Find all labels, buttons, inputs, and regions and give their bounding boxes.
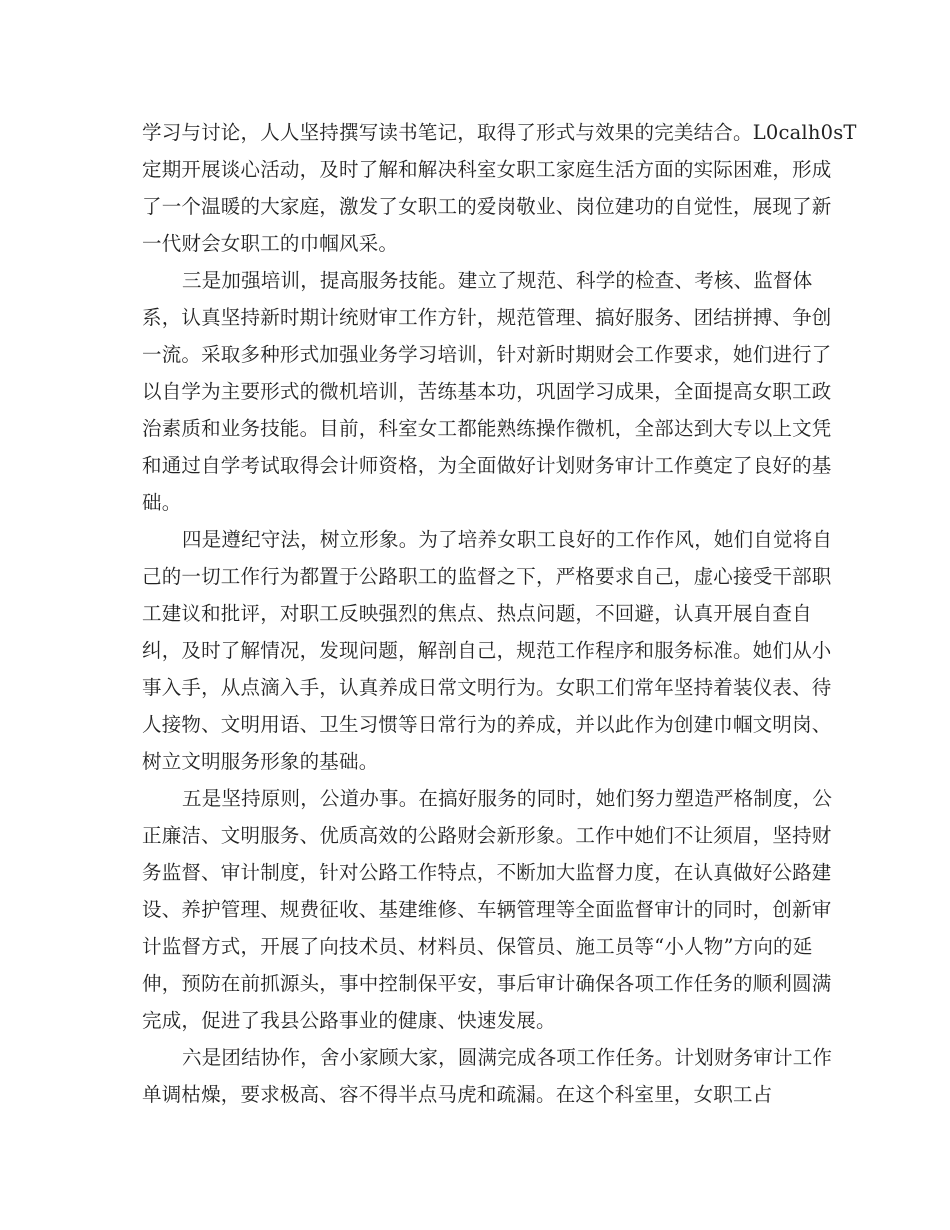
paragraph-5 [142, 1039, 833, 1113]
text-line: 纠，及时了解情况，发现问题，解剖自己，规范工作程序和服务标准。她们从小 [142, 639, 832, 662]
text-line: 正廉洁、文明服务、优质高效的公路财会新形象。工作中她们不让须眉，坚持财 [142, 824, 832, 847]
text-line: 务监督、审计制度，针对公路工作特点，不断加大监督力度，在认真做好公路建 [142, 861, 832, 884]
text-line: 设、养护管理、规费征收、基建维修、车辆管理等全面监督审计的同时，创新审 [142, 898, 832, 921]
paragraph-1 [142, 114, 857, 262]
text-line: 三是加强培训，提高服务技能。建立了规范、科学的检查、考核、监督体 [182, 269, 813, 292]
text-line: 己的一切工作行为都置于公路职工的监督之下，严格要求自己，虚心接受干部职 [142, 565, 832, 588]
text-line: 树立文明服务形象的基础。 [142, 750, 379, 773]
paragraph-3 [142, 521, 833, 780]
paragraph-2 [142, 262, 832, 521]
text-line: 系，认真坚持新时期计统财审工作方针，规范管理、搞好服务、团结拼搏、争创 [142, 306, 832, 329]
text-line: 和通过自学考试取得会计师资格，为全面做好计划财务审计工作奠定了良好的基 [142, 454, 832, 477]
text-line: 学习与讨论，人人坚持撰写读书笔记，取得了形式与效果的完美结合。L0calh0sT [142, 121, 857, 144]
text-line: 完成，促进了我县公路事业的健康、快速发展。 [142, 1009, 556, 1032]
text-line: 治素质和业务技能。目前，科室女工都能熟练操作微机，全部达到大专以上文凭 [142, 417, 832, 440]
text-line: 定期开展谈心活动，及时了解和解决科室女职工家庭生活方面的实际困难，形成 [142, 158, 832, 181]
body-text [142, 114, 857, 1113]
text-line: 以自学为主要形式的微机培训，苦练基本功，巩固学习成果，全面提高女职工政 [142, 380, 832, 403]
paragraph-4 [142, 780, 833, 1039]
text-line: 单调枯燥，要求极高、容不得半点马虎和疏漏。在这个科室里，女职工占 [142, 1083, 773, 1106]
text-line: 础。 [142, 491, 182, 514]
text-line: 了一个温暖的大家庭，激发了女职工的爱岗敬业、岗位建功的自觉性，展现了新 [142, 195, 832, 218]
text-line: 一代财会女职工的巾帼风采。 [142, 232, 399, 255]
text-line: 五是坚持原则，公道办事。在搞好服务的同时，她们努力塑造严格制度，公 [182, 787, 833, 810]
text-line: 工建议和批评，对职工反映强烈的焦点、热点问题，不回避，认真开展自查自 [142, 602, 812, 625]
text-line: 六是团结协作，舍小家顾大家，圆满完成各项工作任务。计划财务审计工作 [182, 1046, 833, 1069]
text-line: 计监督方式，开展了向技术员、材料员、保管员、施工员等“小人物”方向的延 [142, 935, 813, 958]
text-line: 事入手，从点滴入手，认真养成日常文明行为。女职工们常年坚持着装仪表、待 [142, 676, 832, 699]
text-line: 一流。采取多种形式加强业务学习培训，针对新时期财会工作要求，她们进行了 [142, 343, 832, 366]
text-line: 人接物、文明用语、卫生习惯等日常行为的养成，并以此作为创建巾帼文明岗、 [142, 713, 832, 736]
text-line: 四是遵纪守法，树立形象。为了培养女职工良好的工作作风，她们自觉将自 [182, 528, 833, 551]
text-line: 伸，预防在前抓源头，事中控制保平安，事后审计确保各项工作任务的顺利圆满 [142, 972, 832, 995]
